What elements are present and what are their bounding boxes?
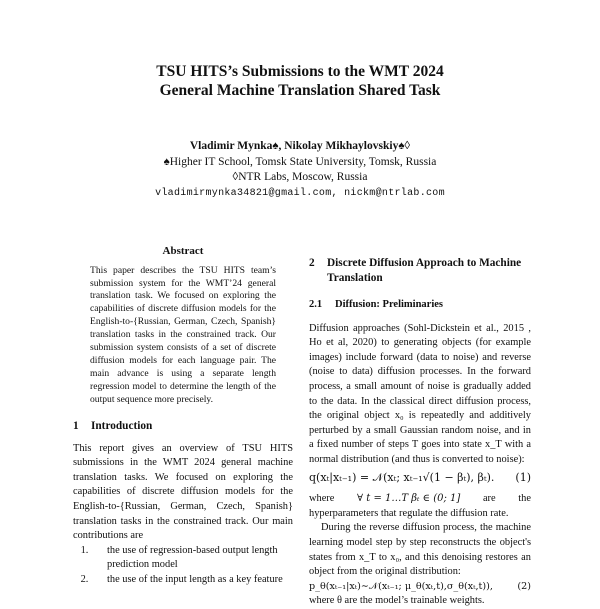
where-continuation: hyperparameters that regulate the diffusion rate. (309, 507, 509, 519)
where-line (309, 492, 531, 507)
section-1-title: Introduction (91, 419, 153, 432)
equation-2-number: (2) (517, 580, 531, 592)
section-2-title: Discrete Diffusion Approach to Machine Translation (327, 257, 522, 284)
equation-2-body: p_θ(xₜ₋₁|xₜ)∼𝒩(xₜ₋₁; μ_θ(xₜ,t),σ_θ(xₜ,t)), (309, 580, 493, 592)
equation-1-number: (1) (515, 470, 531, 484)
section-1-heading (73, 419, 293, 434)
author-names: Vladimir Mynka♠, Nikolay Mikhaylovskiy♠◊ (189, 140, 411, 152)
paper-title (0, 62, 600, 100)
section-2-heading (309, 256, 531, 286)
contribution-item: 1. the use of regression-based output length prediction model (91, 544, 293, 573)
where-are: are (482, 493, 496, 505)
title-line-2: General Machine Translation Shared Task (159, 82, 441, 99)
abstract-heading: Abstract (162, 245, 204, 257)
where-the: the (518, 493, 531, 505)
abstract-body: This paper describes the TSU HITS team’s submission system for the WMT’24 general translation task. We focused on exploring the capabilities of discrete diffusion models for the English-to-{Russian, German, Czech, Spanish} translation tasks in the constrained track. Our submission system consists of a set of discrete diffusion models for each language pair. The main advance is using a separate length regression model to determine the length of the output sequence more precisely. (90, 264, 276, 405)
affiliation-1: ♠Higher IT School, Tomsk State University, Tomsk, Russia (163, 155, 437, 168)
author-emails: vladimirmynka34821@gmail.com, nickm@ntrlab.com (155, 187, 445, 199)
section-2-number: 2 (309, 257, 315, 269)
author-block (0, 139, 600, 201)
diffusion-paragraph-3: where θ are the model’s trainable weights. (309, 595, 485, 607)
equation-2 (309, 580, 531, 595)
contribution-item: 2. the use of the input length as a key feature (91, 573, 293, 588)
right-column (309, 256, 531, 609)
affiliation-2: ◊NTR Labs, Moscow, Russia (232, 171, 368, 183)
diffusion-paragraph-1: Diffusion approaches (Sohl-Dickstein et al., 2015 , Ho et al, 2020) to generating objects (for example images) include forward (data to noise) and reverse (noise to data) diffusion processes. In the forward process, a small amount of noise is gradually added to the data. In the classical direct diffusion process, the original object x₀ is repeatedly and additively perturbed by a small Gaussian random noise, and in a fixed number of steps T goes into state x_T with a normal distribution (and thus is converted to noise): (309, 322, 531, 465)
title-line-1: TSU HITS’s Submissions to the WMT 2024 (156, 63, 444, 80)
equation-1-body: q(xₜ|xₜ₋₁) = 𝒩(xₜ; xₜ₋₁√(1 − βₜ), βₜ). (309, 470, 495, 484)
subsection-2-1-heading (309, 298, 531, 313)
equation-1 (309, 471, 531, 486)
subsection-number: 2.1 (309, 299, 323, 310)
section-1-number: 1 (73, 419, 79, 432)
left-column (73, 244, 293, 588)
diffusion-paragraph-2: During the reverse diffusion process, the machine learning model step by step reconstructs the object's states from x_T to x₀, and this denoising restores an object from the original distribution: (309, 522, 531, 578)
contribution-list (73, 544, 293, 588)
intro-paragraph: This report gives an overview of TSU HITS submissions in the WMT 2024 general machine translation tasks. We focused on exploring the capabilities of discrete diffusion models for the English-to-{Russian, German, Czech, Spanish} translation tasks in the constrained track. Our main contributions are (73, 442, 293, 542)
where-word: where (309, 493, 335, 505)
where-condition: ∀ t = 1…T βₜ ∈ (0; 1] (357, 493, 461, 505)
subsection-title: Diffusion: Preliminaries (335, 299, 444, 310)
